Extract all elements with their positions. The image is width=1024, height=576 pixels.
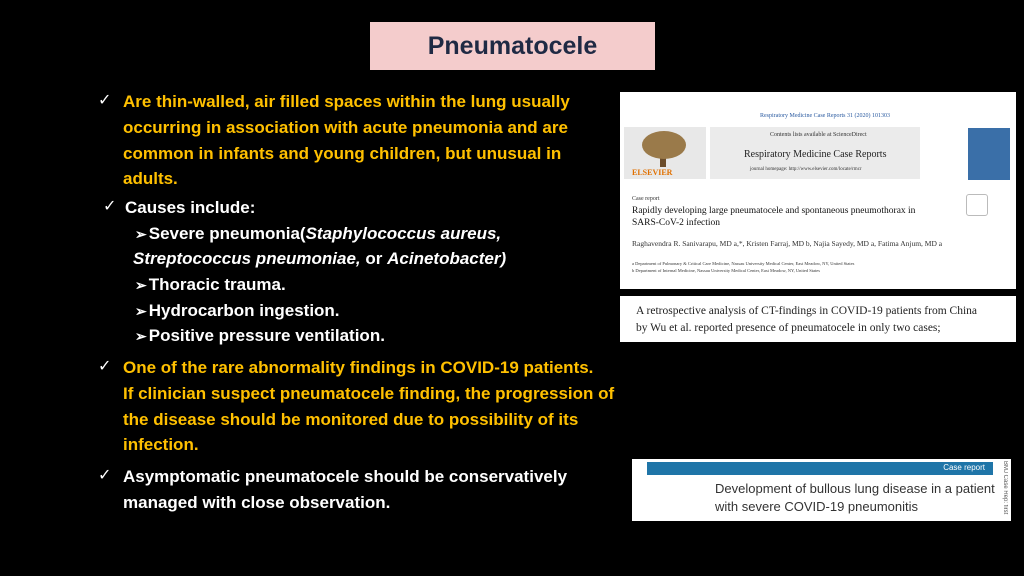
case-report-bar — [647, 462, 993, 475]
arrow-icon: ➢ — [135, 328, 147, 344]
paper1-affiliation: a Department of Pulmonary & Critical Care Medicine, Nassau University Medical Center, East Meadow, NY, United States — [632, 261, 855, 266]
cause-1-organism: Staphylococcus aureus, — [305, 224, 502, 243]
check-icon: ✓ — [103, 198, 117, 215]
bullet-3-line: the disease should be monitored due to possibility of its — [123, 409, 579, 429]
paper1-journal: Respiratory Medicine Case Reports — [744, 149, 887, 160]
bullet-3-line: If clinician suspect pneumatocele finding, the progression of — [123, 383, 615, 403]
cause-3 — [135, 298, 340, 325]
bullet-4-line: managed with close observation. — [123, 492, 391, 512]
arrow-icon: ➢ — [135, 277, 147, 293]
bullet-1 — [123, 89, 623, 192]
cause-1-cont — [133, 246, 613, 272]
causes-label: Causes include: — [125, 198, 256, 217]
bullet-4-line: Asymptomatic pneumatocele should be conservatively — [123, 467, 568, 486]
bullet-3-line: One of the rare abnormality findings in COVID-19 patients. — [123, 358, 594, 377]
paper1-case-label: Case report — [632, 196, 660, 202]
paper-screenshot-2 — [620, 296, 1016, 342]
cause-4-text: Positive pressure ventilation. — [148, 326, 385, 345]
paper1-title-line: SARS-CoV-2 infection — [632, 218, 721, 228]
journal-cover-image — [968, 128, 1010, 180]
paper1-homepage: journal homepage: http://www.elsevier.com/locate/rmcr — [750, 167, 862, 172]
cause-1 — [135, 221, 605, 248]
paper2-line: by Wu et al. reported presence of pneumatocele in only two cases; — [636, 322, 941, 334]
cause-1-organism-3: Acinetobacter) — [387, 249, 507, 268]
bullet-1-line: common in infants and young children, but unusual in — [123, 143, 562, 163]
bullet-1-line: Are thin-walled, air filled spaces within the lung usually — [123, 92, 570, 111]
paper3-side: BMJ Case Rep: first — [1002, 461, 1008, 515]
cause-4 — [135, 323, 385, 350]
check-icon: ✓ — [98, 92, 112, 109]
cause-2 — [135, 272, 286, 299]
paper3-line: with severe COVID-19 pneumonitis — [715, 499, 919, 514]
check-updates-icon — [966, 194, 988, 216]
paper1-title-line: Rapidly developing large pneumatocele and spontaneous pneumothorax in — [632, 206, 916, 216]
title-box — [370, 22, 655, 70]
cause-1-or: or — [360, 249, 388, 268]
paper-screenshot-1 — [620, 92, 1016, 289]
cause-2-text: Thoracic trauma. — [148, 275, 286, 294]
paper2-line: A retrospective analysis of CT-findings in COVID-19 patients from China — [636, 305, 978, 317]
bullet-1-line: adults. — [123, 169, 178, 189]
paper-screenshot-3 — [632, 459, 1011, 521]
bullet-1-line: occurring in association with acute pneumonia and are — [123, 117, 568, 137]
arrow-icon: ➢ — [135, 303, 147, 319]
paper3-line: Development of bullous lung disease in a patient — [715, 481, 995, 496]
paper1-contents: Contents lists available at ScienceDirect — [770, 132, 867, 138]
publisher-label: ELSEVIER — [632, 168, 673, 177]
paper1-journal-line: Respiratory Medicine Case Reports 31 (2020) 101303 — [760, 113, 890, 119]
bullet-3-line: infection. — [123, 435, 199, 455]
cause-3-text: Hydrocarbon ingestion. — [148, 301, 340, 320]
check-icon: ✓ — [98, 467, 112, 484]
paper3-label: Case report — [943, 463, 985, 472]
check-icon: ✓ — [98, 358, 112, 375]
cause-1-organism-2: Streptococcus pneumoniae, — [133, 249, 361, 268]
paper1-header — [710, 127, 920, 179]
elsevier-tree-icon — [624, 127, 706, 169]
bullet-3 — [123, 355, 663, 458]
elsevier-logo — [624, 127, 706, 179]
paper1-authors: Raghavendra R. Sanivarapu, MD a,*, Kristen Farraj, MD b, Najia Sayedy, MD a, Fatima Anjum, MD a — [632, 239, 943, 248]
paper1-affiliation: b Department of Internal Medicine, Nassau University Medical Center, East Meadow, NY, United States — [632, 268, 821, 273]
bullet-4 — [123, 464, 623, 516]
cause-1-text: Severe pneumonia( — [148, 224, 306, 243]
slide-title: Pneumatocele — [427, 31, 598, 60]
arrow-icon: ➢ — [135, 226, 147, 242]
